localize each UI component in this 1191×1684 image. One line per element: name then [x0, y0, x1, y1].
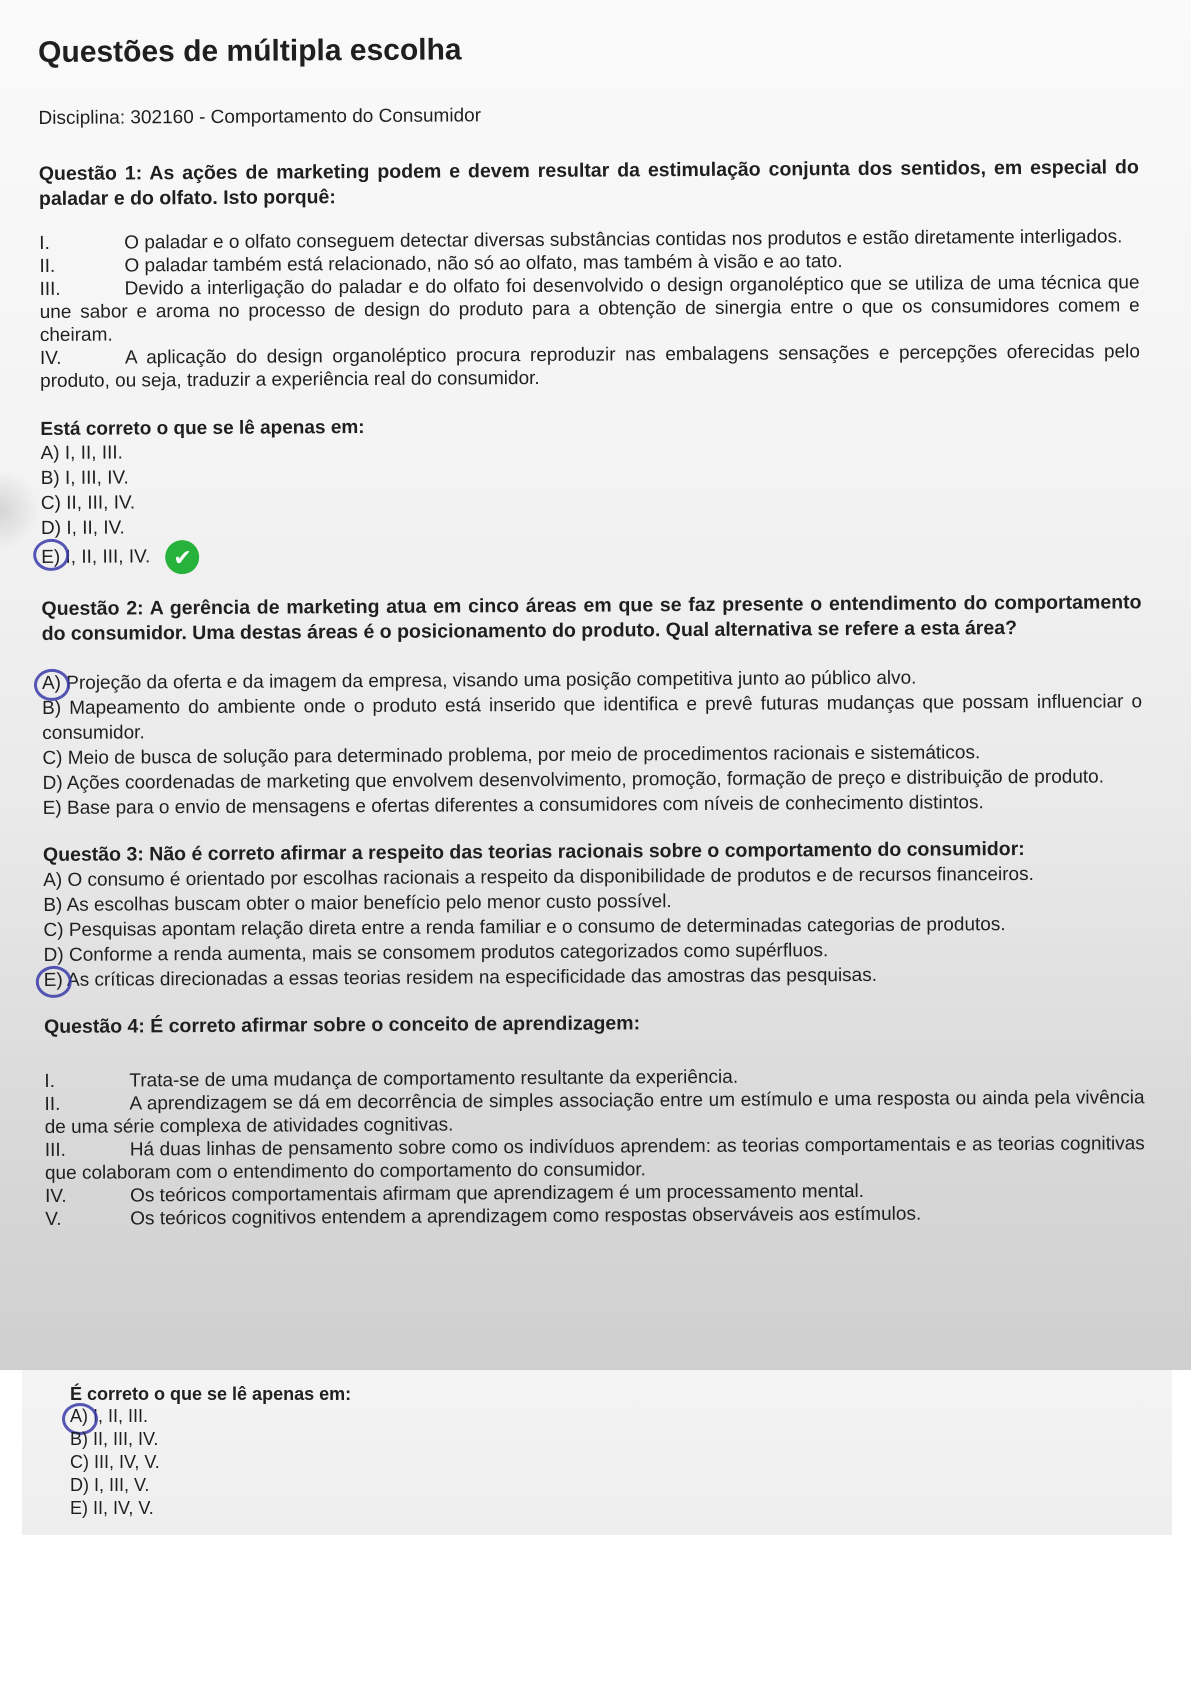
- statement-text: A aprendizagem se dá em decorrência de simples associação entre um estímulo e uma resposta ou ainda pela vivência de uma série complexa de atividades cognitivas.: [44, 1087, 1145, 1138]
- option-d: D) I, II, IV.: [40, 517, 125, 539]
- option-d: D) Ações coordenadas de marketing que envolvem desenvolvimento, promoção, formação de preço e distribuição de produto.: [42, 766, 1105, 794]
- fragment-content: [70, 1384, 1130, 1520]
- question-2-title: Questão 2: A gerência de marketing atua em cinco áreas em que se faz presente o entendimento do comportamento do consumidor. Uma destas áreas é o posicionamento do produto. Qual alternativa se refere a esta área?: [41, 591, 1142, 645]
- statement-text: Há duas linhas de pensamento sobre como os indivíduos aprendem: as teorias comportamentais e as teorias cognitivas que colaboram com o entendimento do comportamento do consumidor.: [44, 1133, 1145, 1184]
- option-b: B) I, III, IV.: [40, 467, 129, 489]
- statement-text: O paladar também está relacionado, não só ao olfato, mas também à visão e ao tato.: [124, 251, 843, 277]
- statement-text: Devido a interligação do paladar e do olfato foi desenvolvido o design organoléptico que se utiliza de uma técnica que une sabor e aroma no processo de design do produto para a obtenção de sinergia entre o que os consumidores comem e cheiram.: [39, 272, 1140, 346]
- option-a: A) I, II, III.: [40, 442, 123, 464]
- statement: [44, 1086, 1144, 1139]
- pen-circle-mark: [36, 966, 72, 998]
- option-c: C) III, IV, V.: [70, 1452, 160, 1472]
- statement-number: II.: [39, 255, 56, 277]
- option-a-text: A) I, II, III.: [70, 1406, 149, 1426]
- option-d: D) Conforme a renda aumenta, mais se consomem produtos categorizados como supérfluos.: [43, 940, 829, 966]
- statement-number: IV.: [45, 1185, 67, 1207]
- option-e-text: E) I, II, III, IV.: [41, 546, 151, 569]
- option-a: A) O consumo é orientado por escolhas racionais a respeito da disponibilidade de produtos e de recursos financeiros.: [43, 863, 1034, 891]
- statement-number: I.: [39, 232, 50, 254]
- option-b: B) II, III, IV.: [70, 1429, 159, 1449]
- option-d: D) I, III, V.: [70, 1475, 150, 1495]
- option-e: E) Base para o envio de mensagens e ofertas diferentes a consumidores com níveis de conhecimento distintos.: [42, 792, 984, 819]
- question-4: [44, 1008, 1145, 1231]
- discipline-line: Disciplina: 302160 - Comportamento do Consumidor: [38, 105, 482, 129]
- statement-number: II.: [44, 1093, 61, 1115]
- checkmark-icon: ✔: [165, 540, 199, 574]
- option-a-text: A) Projeção da oferta e da imagem da empresa, visando uma posição competitiva junto ao público alvo.: [41, 667, 917, 694]
- option-a-selected: [70, 1405, 1130, 1428]
- option-b: B) As escolhas buscam obter o maior benefício pelo menor custo possível.: [43, 891, 672, 916]
- statement: [39, 271, 1139, 347]
- scanned-page-fragment: [22, 1370, 1172, 1535]
- statement-text: O paladar e o olfato conseguem detectar diversas substâncias contidas nos produtos e estão diretamente interligados.: [124, 226, 1123, 254]
- option-c: C) Pesquisas apontam relação direta entre a renda familiar e o consumo de determinadas categorias de produtos.: [43, 914, 1006, 941]
- option-e: E) II, IV, V.: [70, 1498, 154, 1518]
- pen-circle-mark: [33, 539, 69, 571]
- question-3: [43, 836, 1144, 993]
- page-shadow: [0, 470, 40, 550]
- statement-number: V.: [45, 1208, 62, 1230]
- statement: [40, 340, 1140, 393]
- statement-text: A aplicação do design organoléptico procura reproduzir nas embalagens sensações e percepções oferecidas pelo produto, ou seja, traduzir a experiência real do consumidor.: [40, 341, 1141, 392]
- statement-text: Os teóricos comportamentais afirmam que aprendizagem é um processamento mental.: [130, 1180, 865, 1207]
- statement-number: III.: [44, 1139, 66, 1161]
- question-1-title: Questão 1: As ações de marketing podem e devem resultar da estimulação conjunta dos sentidos, em especial do paladar e do olfato. Isto porquê:: [38, 156, 1139, 210]
- statement-number: III.: [39, 278, 61, 300]
- question-4-title: Questão 4: É correto afirmar sobre o conceito de aprendizagem:: [43, 1012, 641, 1038]
- statement-text: Os teóricos cognitivos entendem a aprendizagem como respostas observáveis aos estímulos.: [130, 1203, 922, 1230]
- page-content: [38, 29, 1145, 1253]
- statement-number: I.: [44, 1070, 56, 1092]
- question-1: [39, 155, 1142, 575]
- option-e-selected: [41, 534, 1141, 575]
- option-e-selected: [44, 961, 1144, 993]
- option-c: C) II, III, IV.: [40, 492, 136, 514]
- question-2: [41, 590, 1142, 821]
- question-1-ask: Está correto o que se lê apenas em:: [40, 417, 365, 440]
- option-b: B) Mapeamento do ambiente onde o produto está inserido que identifica e prevê futuras mudanças que possam influenciar o consumidor.: [42, 691, 1143, 744]
- option-c: C) Meio de busca de solução para determinado problema, por meio de procedimentos racionais e sistemáticos.: [42, 742, 981, 769]
- question-3-title: Questão 3: Não é correto afirmar a respeito das teorias racionais sobre o comportamento do consumidor:: [42, 837, 1025, 866]
- option-e-text: E) As críticas direcionadas a essas teorias residem na especificidade das amostras das pesquisas.: [43, 964, 878, 991]
- statement-text: Trata-se de uma mudança de comportamento resultante da experiência.: [129, 1066, 739, 1092]
- statement: [45, 1132, 1145, 1185]
- statement-number: IV.: [39, 347, 62, 369]
- page-title: Questões de múltipla escolha: [38, 33, 462, 69]
- question-4-ask: É correto o que se lê apenas em:: [70, 1384, 352, 1404]
